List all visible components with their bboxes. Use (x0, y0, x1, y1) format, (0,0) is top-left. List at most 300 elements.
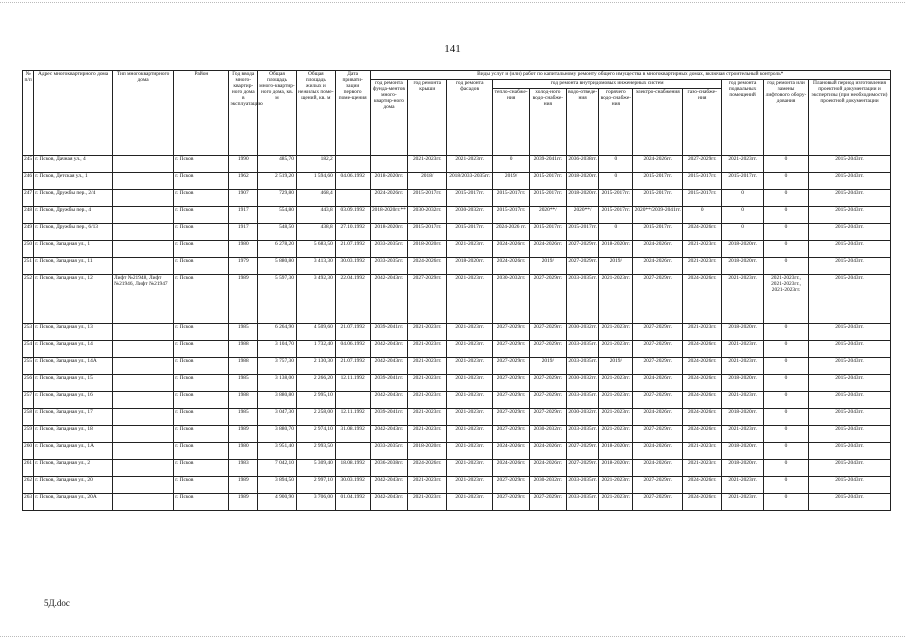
cell-res-area: 3 492,30 (296, 275, 335, 324)
cell-type (112, 477, 173, 494)
cell-address: г. Псков, Дружбы пер., 2/4 (34, 190, 113, 207)
cell-facade: 2018-2020гг. (447, 258, 493, 275)
cell-fund: 2033-2035гг. (370, 241, 408, 258)
table-row (23, 477, 891, 494)
cell-basement: 2021-2023гг. (722, 358, 764, 375)
cell-district: г. Псков (174, 207, 229, 224)
cell-address: г. Псков, Дружбы пер., 4 (34, 207, 113, 224)
cell-fund: 2018-2020гг. (370, 173, 408, 190)
header-heat: тепло-снабже-ния (493, 89, 530, 156)
cell-gas: 2021-2023гг. (683, 258, 722, 275)
cell-sewer: 2018-2020гг. (566, 190, 599, 207)
cell-hot: 2018-2020гг. (599, 460, 633, 477)
cell-plan: 2015-2043гг. (809, 341, 891, 358)
table-row (23, 460, 891, 477)
cell-address: г. Псков, Западная ул., 1 (34, 241, 113, 258)
cell-facade: 2021-2023гг. (447, 156, 493, 173)
cell-priv-date: 21.07.1992 (335, 358, 370, 375)
cell-elec: 2027-2029гг. (633, 426, 683, 443)
cell-cold: 2027-2029гг. (529, 409, 566, 426)
cell-elec: 2015-2017гг. (633, 173, 683, 190)
cell-total-area: 3 757,30 (258, 358, 297, 375)
header-priv-date: Дата привати-зации первого поме-щения (335, 71, 370, 156)
cell-basement: 0 (722, 224, 764, 241)
cell-res-area: 438,8 (296, 224, 335, 241)
cell-district: г. Псков (174, 460, 229, 477)
cell-year: 1985 (229, 375, 258, 392)
cell-fund: 2018-2020гг.** (370, 207, 408, 224)
table-row (23, 324, 891, 341)
cell-elevator: 0 (764, 156, 809, 173)
cell-elec: 2027-2029гг. (633, 392, 683, 409)
cell-roof: 2021-2023гг. (408, 375, 447, 392)
cell-type (112, 409, 173, 426)
cell-gas: 2021-2023гг. (683, 460, 722, 477)
cell-roof: 2021-2023гг. (408, 341, 447, 358)
cell-gas: 2024-2026гг. (683, 494, 722, 511)
cell-no: 252 (23, 275, 34, 324)
header-hot: горячего водо-снабже-ния (599, 89, 633, 156)
cell-total-area: 3 138,00 (258, 375, 297, 392)
table-row (23, 224, 891, 241)
cell-res-area: 5 309,40 (296, 460, 335, 477)
cell-year: 1989 (229, 477, 258, 494)
cell-district: г. Псков (174, 156, 229, 173)
cell-roof: 2021-2023гг. (408, 477, 447, 494)
cell-address: г. Псков, Западная ул., 14А (34, 358, 113, 375)
cell-no: 256 (23, 375, 34, 392)
table-row (23, 173, 891, 190)
cell-hot: 2021-2023гг. (599, 426, 633, 443)
cell-fund: 2036-2038гг. (370, 460, 408, 477)
cell-cold: 2030-2032гг. (529, 477, 566, 494)
cell-res-area: 2 995,10 (296, 392, 335, 409)
cell-roof: 2021-2023гг. (408, 324, 447, 341)
cell-year: 1988 (229, 392, 258, 409)
cell-address: г. Псков, Западная ул., 15 (34, 375, 113, 392)
cell-basement: 2018-2020гг. (722, 324, 764, 341)
cell-res-area: 182,2 (296, 156, 335, 173)
cell-district: г. Псков (174, 224, 229, 241)
cell-res-area: 2 258,00 (296, 409, 335, 426)
cell-res-area: 1 732,40 (296, 341, 335, 358)
cell-heat: 2027-2029гг. (493, 494, 530, 511)
cell-basement: 2018-2020гг. (722, 241, 764, 258)
cell-gas: 2021-2023гг. (683, 241, 722, 258)
cell-plan: 2015-2043гг. (809, 477, 891, 494)
cell-sewer: 2030-2032гг. (566, 324, 599, 341)
cell-res-area: 443,8 (296, 207, 335, 224)
cell-heat: 2024-2026гг. (493, 258, 530, 275)
cell-district: г. Псков (174, 494, 229, 511)
cell-year: 1980 (229, 241, 258, 258)
cell-gas: 2015-2017гг. (683, 190, 722, 207)
cell-sewer: 2033-2035гг. (566, 392, 599, 409)
cell-facade: 2021-2023гг. (447, 358, 493, 375)
cell-priv-date: 01.04.1992 (335, 494, 370, 511)
cell-elevator: 0 (764, 494, 809, 511)
cell-elevator: 0 (764, 443, 809, 460)
cell-no: 258 (23, 409, 34, 426)
cell-district: г. Псков (174, 392, 229, 409)
table-row (23, 392, 891, 409)
cell-type (112, 375, 173, 392)
table-row (23, 409, 891, 426)
header-res-area: Общая площадь жилых и нежилых поме-щений, кв. м (296, 71, 335, 156)
cell-type (112, 494, 173, 511)
cell-type (112, 190, 173, 207)
cell-res-area: 2 266,20 (296, 375, 335, 392)
cell-sewer: 2027-2029гг. (566, 443, 599, 460)
cell-heat: 2024-2026гг. (493, 241, 530, 258)
cell-facade: 2021-2023гг. (447, 494, 493, 511)
cell-gas: 2024-2026гг. (683, 358, 722, 375)
cell-hot: 2021-2023гг. (599, 341, 633, 358)
cell-no: 261 (23, 460, 34, 477)
cell-roof: 2021-2023гг. (408, 156, 447, 173)
cell-basement: 2021-2023гг. (722, 477, 764, 494)
cell-fund: 2042-2043гг. (370, 392, 408, 409)
cell-hot: 0 (599, 156, 633, 173)
cell-elevator: 0 (764, 173, 809, 190)
cell-cold: 2024-2026гг. (529, 443, 566, 460)
cell-plan: 2015-2043гг. (809, 258, 891, 275)
cell-no: 248 (23, 207, 34, 224)
cell-type (112, 241, 173, 258)
cell-cold: 2020**/ (529, 207, 566, 224)
cell-gas: 2015-2017гг. (683, 173, 722, 190)
header-roof: год ремонта крыши (408, 80, 447, 156)
cell-elec: 2027-2029гг. (633, 494, 683, 511)
table-row (23, 241, 891, 258)
cell-district: г. Псков (174, 358, 229, 375)
cell-address: г. Псков, Западная ул., 14 (34, 341, 113, 358)
cell-heat: 0 (493, 156, 530, 173)
header-plan: Плановый период изготовления проектной документации и экспертизы (при необходимости) проектной документации (809, 80, 891, 156)
cell-fund: 2042-2043гг. (370, 358, 408, 375)
header-facade: год ремонта фасадов (447, 80, 493, 156)
cell-total-area: 7 042,10 (258, 460, 297, 477)
cell-basement: 2021-2023гг. (722, 275, 764, 324)
table-row (23, 207, 891, 224)
cell-elevator: 0 (764, 190, 809, 207)
cell-type (112, 258, 173, 275)
cell-gas: 2021-2023гг. (683, 443, 722, 460)
cell-priv-date: 12.11.1992 (335, 409, 370, 426)
table-row (23, 190, 891, 207)
header-type: Тип многоквартирного дома (112, 71, 173, 156)
cell-plan: 2015-2043гг. (809, 358, 891, 375)
cell-sewer: 2033-2035гг. (566, 341, 599, 358)
header-fund: год ремонта фунда-ментов много-квартир-ного дома (370, 80, 408, 156)
cell-elec: 2015-2017гг. (633, 224, 683, 241)
cell-heat: 2027-2029гг. (493, 426, 530, 443)
cell-no: 255 (23, 358, 34, 375)
cell-heat: 2024-2026гг. (493, 443, 530, 460)
cell-roof: 2030-2032гг. (408, 207, 447, 224)
cell-address: г. Псков, Западная ул., 20 (34, 477, 113, 494)
cell-cold: 2019/ (529, 358, 566, 375)
cell-type (112, 443, 173, 460)
cell-year: 1990 (229, 156, 258, 173)
cell-elec: 2027-2029гг. (633, 341, 683, 358)
cell-elec: 2020**/2039-2041гг. (633, 207, 683, 224)
cell-plan: 2015-2043гг. (809, 426, 891, 443)
cell-gas: 2027-2029гг. (683, 156, 722, 173)
header-year-built: Год ввода много-квартир-ного дома в эксплуатацию (229, 71, 258, 156)
cell-total-area: 3 880,70 (258, 426, 297, 443)
cell-heat: 2015-2017гг. (493, 190, 530, 207)
cell-priv-date: 21.07.1992 (335, 241, 370, 258)
cell-plan: 2015-2043гг. (809, 241, 891, 258)
cell-no: 262 (23, 477, 34, 494)
cell-type (112, 358, 173, 375)
cell-gas: 2024-2026гг. (683, 392, 722, 409)
cell-year: 1985 (229, 409, 258, 426)
cell-elevator: 0 (764, 358, 809, 375)
header-total-area: Общая площадь много-квартир-ного дома, кв. м (258, 71, 297, 156)
cell-plan: 2015-2043гг. (809, 375, 891, 392)
cell-elevator: 0 (764, 409, 809, 426)
cell-res-area: 2 974,10 (296, 426, 335, 443)
cell-sewer: 2027-2029гг. (566, 241, 599, 258)
cell-total-area: 5 880,80 (258, 258, 297, 275)
cell-year: 1980 (229, 443, 258, 460)
cell-hot: 2021-2023гг. (599, 375, 633, 392)
cell-priv-date: 30.03.1992 (335, 477, 370, 494)
cell-res-area: 4 509,60 (296, 324, 335, 341)
cell-facade: 2018/2033-2035гг. (447, 173, 493, 190)
cell-address: г. Псков, Западная ул., 1А (34, 443, 113, 460)
cell-hot: 2015-2017гг. (599, 207, 633, 224)
cell-basement: 2021-2023гг. (722, 392, 764, 409)
cell-district: г. Псков (174, 241, 229, 258)
cell-priv-date: 22.04.1992 (335, 275, 370, 324)
cell-fund: 2024-2026гг. (370, 190, 408, 207)
cell-sewer: 2030-2032гг. (566, 409, 599, 426)
cell-plan: 2015-2043гг. (809, 494, 891, 511)
cell-heat: 2027-2029гг. (493, 409, 530, 426)
table-row (23, 341, 891, 358)
cell-address: г. Псков, Западная ул., 11 (34, 258, 113, 275)
cell-address: г. Псков, Детская ул., 1 (34, 173, 113, 190)
page-number: 141 (444, 43, 461, 55)
cell-cold: 2027-2029гг. (529, 324, 566, 341)
cell-elec: 2027-2029гг. (633, 324, 683, 341)
cell-district: г. Псков (174, 324, 229, 341)
capital-repair-table (22, 70, 891, 511)
cell-address: г. Псков, Западная ул., 12 (34, 275, 113, 324)
cell-type (112, 224, 173, 241)
cell-roof: 2015-2017гг. (408, 224, 447, 241)
cell-total-area: 3 894,50 (258, 477, 297, 494)
cell-elevator: 0 (764, 224, 809, 241)
cell-elevator: 0 (764, 241, 809, 258)
cell-fund: 2039-2041гг. (370, 375, 408, 392)
cell-district: г. Псков (174, 190, 229, 207)
cell-facade: 2021-2023гг. (447, 241, 493, 258)
cell-no: 257 (23, 392, 34, 409)
cell-hot: 2021-2023гг. (599, 324, 633, 341)
cell-facade: 2021-2023гг. (447, 477, 493, 494)
header-cold: холод-ного водо-снабже-ния (529, 89, 566, 156)
cell-elevator: 0 (764, 460, 809, 477)
cell-district: г. Псков (174, 409, 229, 426)
cell-res-area: 3 413,30 (296, 258, 335, 275)
cell-cold: 2027-2029гг. (529, 375, 566, 392)
cell-district: г. Псков (174, 477, 229, 494)
top-scan-edge (0, 2, 905, 3)
cell-district: г. Псков (174, 426, 229, 443)
header-group-engineering: год ремонта внутридомовых инженерных систем (493, 80, 722, 89)
header-district: Район (174, 71, 229, 156)
cell-year: 1988 (229, 358, 258, 375)
cell-res-area: 2 997,10 (296, 477, 335, 494)
cell-type (112, 207, 173, 224)
cell-heat: 2030-2032гг. (493, 275, 530, 324)
cell-gas: 2024-2026гг. (683, 375, 722, 392)
cell-facade: 2021-2023гг. (447, 275, 493, 324)
cell-heat: 2027-2029гг. (493, 392, 530, 409)
cell-total-area: 3 104,70 (258, 341, 297, 358)
cell-total-area: 3 880,80 (258, 392, 297, 409)
cell-fund: 2042-2043гг. (370, 341, 408, 358)
cell-cold: 2030-2032гг. (529, 426, 566, 443)
cell-priv-date: 04.06.1992 (335, 341, 370, 358)
cell-basement: 2021-2023гг. (722, 341, 764, 358)
table-row (23, 275, 891, 324)
header-gas: газо-снабже-ния (683, 89, 722, 156)
cell-no: 246 (23, 173, 34, 190)
cell-fund: 2042-2043гг. (370, 275, 408, 324)
cell-address: г. Псков, Западная ул., 18 (34, 426, 113, 443)
cell-sewer: 2033-2035гг. (566, 358, 599, 375)
header-address: Адрес многоквартирного дома (34, 71, 113, 156)
cell-elec: 2024-2026гг. (633, 443, 683, 460)
cell-elevator: 0 (764, 258, 809, 275)
cell-priv-date: 18.08.1992 (335, 460, 370, 477)
cell-heat: 2024-2026гг. (493, 460, 530, 477)
table-row (23, 358, 891, 375)
cell-priv-date: 27.10.1992 (335, 224, 370, 241)
cell-gas: 2021-2023гг. (683, 324, 722, 341)
cell-priv-date: 21.07.1992 (335, 324, 370, 341)
cell-district: г. Псков (174, 258, 229, 275)
cell-address: г. Псков, Западная ул., 17 (34, 409, 113, 426)
cell-sewer: 2018-2020гг. (566, 173, 599, 190)
cell-plan: 2015-2043гг. (809, 409, 891, 426)
cell-hot: 2021-2023гг. (599, 275, 633, 324)
cell-priv-date: 30.03.1992 (335, 258, 370, 275)
cell-plan: 2015-2043гг. (809, 324, 891, 341)
cell-basement: 2018-2020гг. (722, 443, 764, 460)
cell-type (112, 324, 173, 341)
cell-facade: 2015-2017гг. (447, 224, 493, 241)
cell-elevator: 0 (764, 426, 809, 443)
cell-year: 1983 (229, 460, 258, 477)
cell-priv-date: 03.09.1992 (335, 207, 370, 224)
cell-basement: 0 (722, 190, 764, 207)
bottom-scan-edge (0, 636, 905, 637)
cell-no: 253 (23, 324, 34, 341)
cell-elec: 2024-2026гг. (633, 460, 683, 477)
cell-no: 250 (23, 241, 34, 258)
cell-fund (370, 156, 408, 173)
cell-sewer: 2027-2029гг. (566, 258, 599, 275)
table-row (23, 494, 891, 511)
cell-heat: 2027-2029гг. (493, 324, 530, 341)
cell-year: 1989 (229, 275, 258, 324)
cell-facade: 2021-2023гг. (447, 426, 493, 443)
cell-facade: 2030-2032гг. (447, 207, 493, 224)
cell-cold: 2027-2029гг. (529, 392, 566, 409)
cell-cold: 2039-2041гг. (529, 156, 566, 173)
cell-res-area: 468,4 (296, 190, 335, 207)
cell-roof: 2018-2020гг. (408, 443, 447, 460)
cell-elec: 2027-2029гг. (633, 477, 683, 494)
cell-facade: 2021-2023гг. (447, 341, 493, 358)
header-col-no: № п/п (23, 71, 34, 156)
cell-fund: 2039-2041гг. (370, 324, 408, 341)
cell-hot: 2015-2017гг. (599, 190, 633, 207)
cell-year: 1979 (229, 258, 258, 275)
cell-fund: 2042-2043гг. (370, 477, 408, 494)
cell-type (112, 460, 173, 477)
cell-address: г. Псков, Дачная ул., 4 (34, 156, 113, 173)
cell-total-area: 554,80 (258, 207, 297, 224)
cell-hot: 2021-2023гг. (599, 477, 633, 494)
cell-elec: 2027-2029гг. (633, 358, 683, 375)
cell-elevator: 0 (764, 375, 809, 392)
cell-basement: 2021-2023гг. (722, 426, 764, 443)
cell-roof: 2021-2023гг. (408, 426, 447, 443)
cell-hot: 2018-2020гг. (599, 241, 633, 258)
cell-total-area: 2 519,20 (258, 173, 297, 190)
header-elevator: год ремонта или замены лифтового обору-дования (764, 80, 809, 156)
cell-hot: 2019/ (599, 358, 633, 375)
cell-basement: 2015-2017гг. (722, 173, 764, 190)
cell-basement: 2018-2020гг. (722, 409, 764, 426)
cell-sewer: 2033-2035гг. (566, 426, 599, 443)
table-row (23, 443, 891, 460)
cell-elec: 2024-2026гг. (633, 241, 683, 258)
cell-fund: 2042-2043гг. (370, 426, 408, 443)
cell-res-area: 2 993,50 (296, 443, 335, 460)
cell-year: 1989 (229, 426, 258, 443)
cell-total-area: 6 264,90 (258, 324, 297, 341)
header-group-main: Виды услуг и (или) работ по капитальному ремонту общего имущества в многоквартирных домах, включая строительный контроль* (370, 71, 890, 80)
cell-facade: 2021-2023гг. (447, 460, 493, 477)
cell-plan: 2015-2043гг. (809, 392, 891, 409)
cell-cold: 2027-2029гг. (529, 494, 566, 511)
cell-res-area: 2 130,30 (296, 358, 335, 375)
cell-res-area: 1 594,60 (296, 173, 335, 190)
cell-district: г. Псков (174, 443, 229, 460)
cell-no: 254 (23, 341, 34, 358)
cell-year: 1962 (229, 173, 258, 190)
cell-elec: 2024-2026гг. (633, 375, 683, 392)
cell-address: г. Псков, Западная ул., 13 (34, 324, 113, 341)
cell-elevator: 0 (764, 324, 809, 341)
cell-plan: 2015-2043гг. (809, 460, 891, 477)
cell-basement: 2018-2020гг. (722, 375, 764, 392)
cell-basement: 2018-2020гг. (722, 460, 764, 477)
cell-hot: 2021-2023гг. (599, 494, 633, 511)
cell-gas: 2024-2026гг. (683, 426, 722, 443)
cell-roof: 2021-2023гг. (408, 494, 447, 511)
cell-year: 1917 (229, 207, 258, 224)
cell-address: г. Псков, Западная ул., 16 (34, 392, 113, 409)
